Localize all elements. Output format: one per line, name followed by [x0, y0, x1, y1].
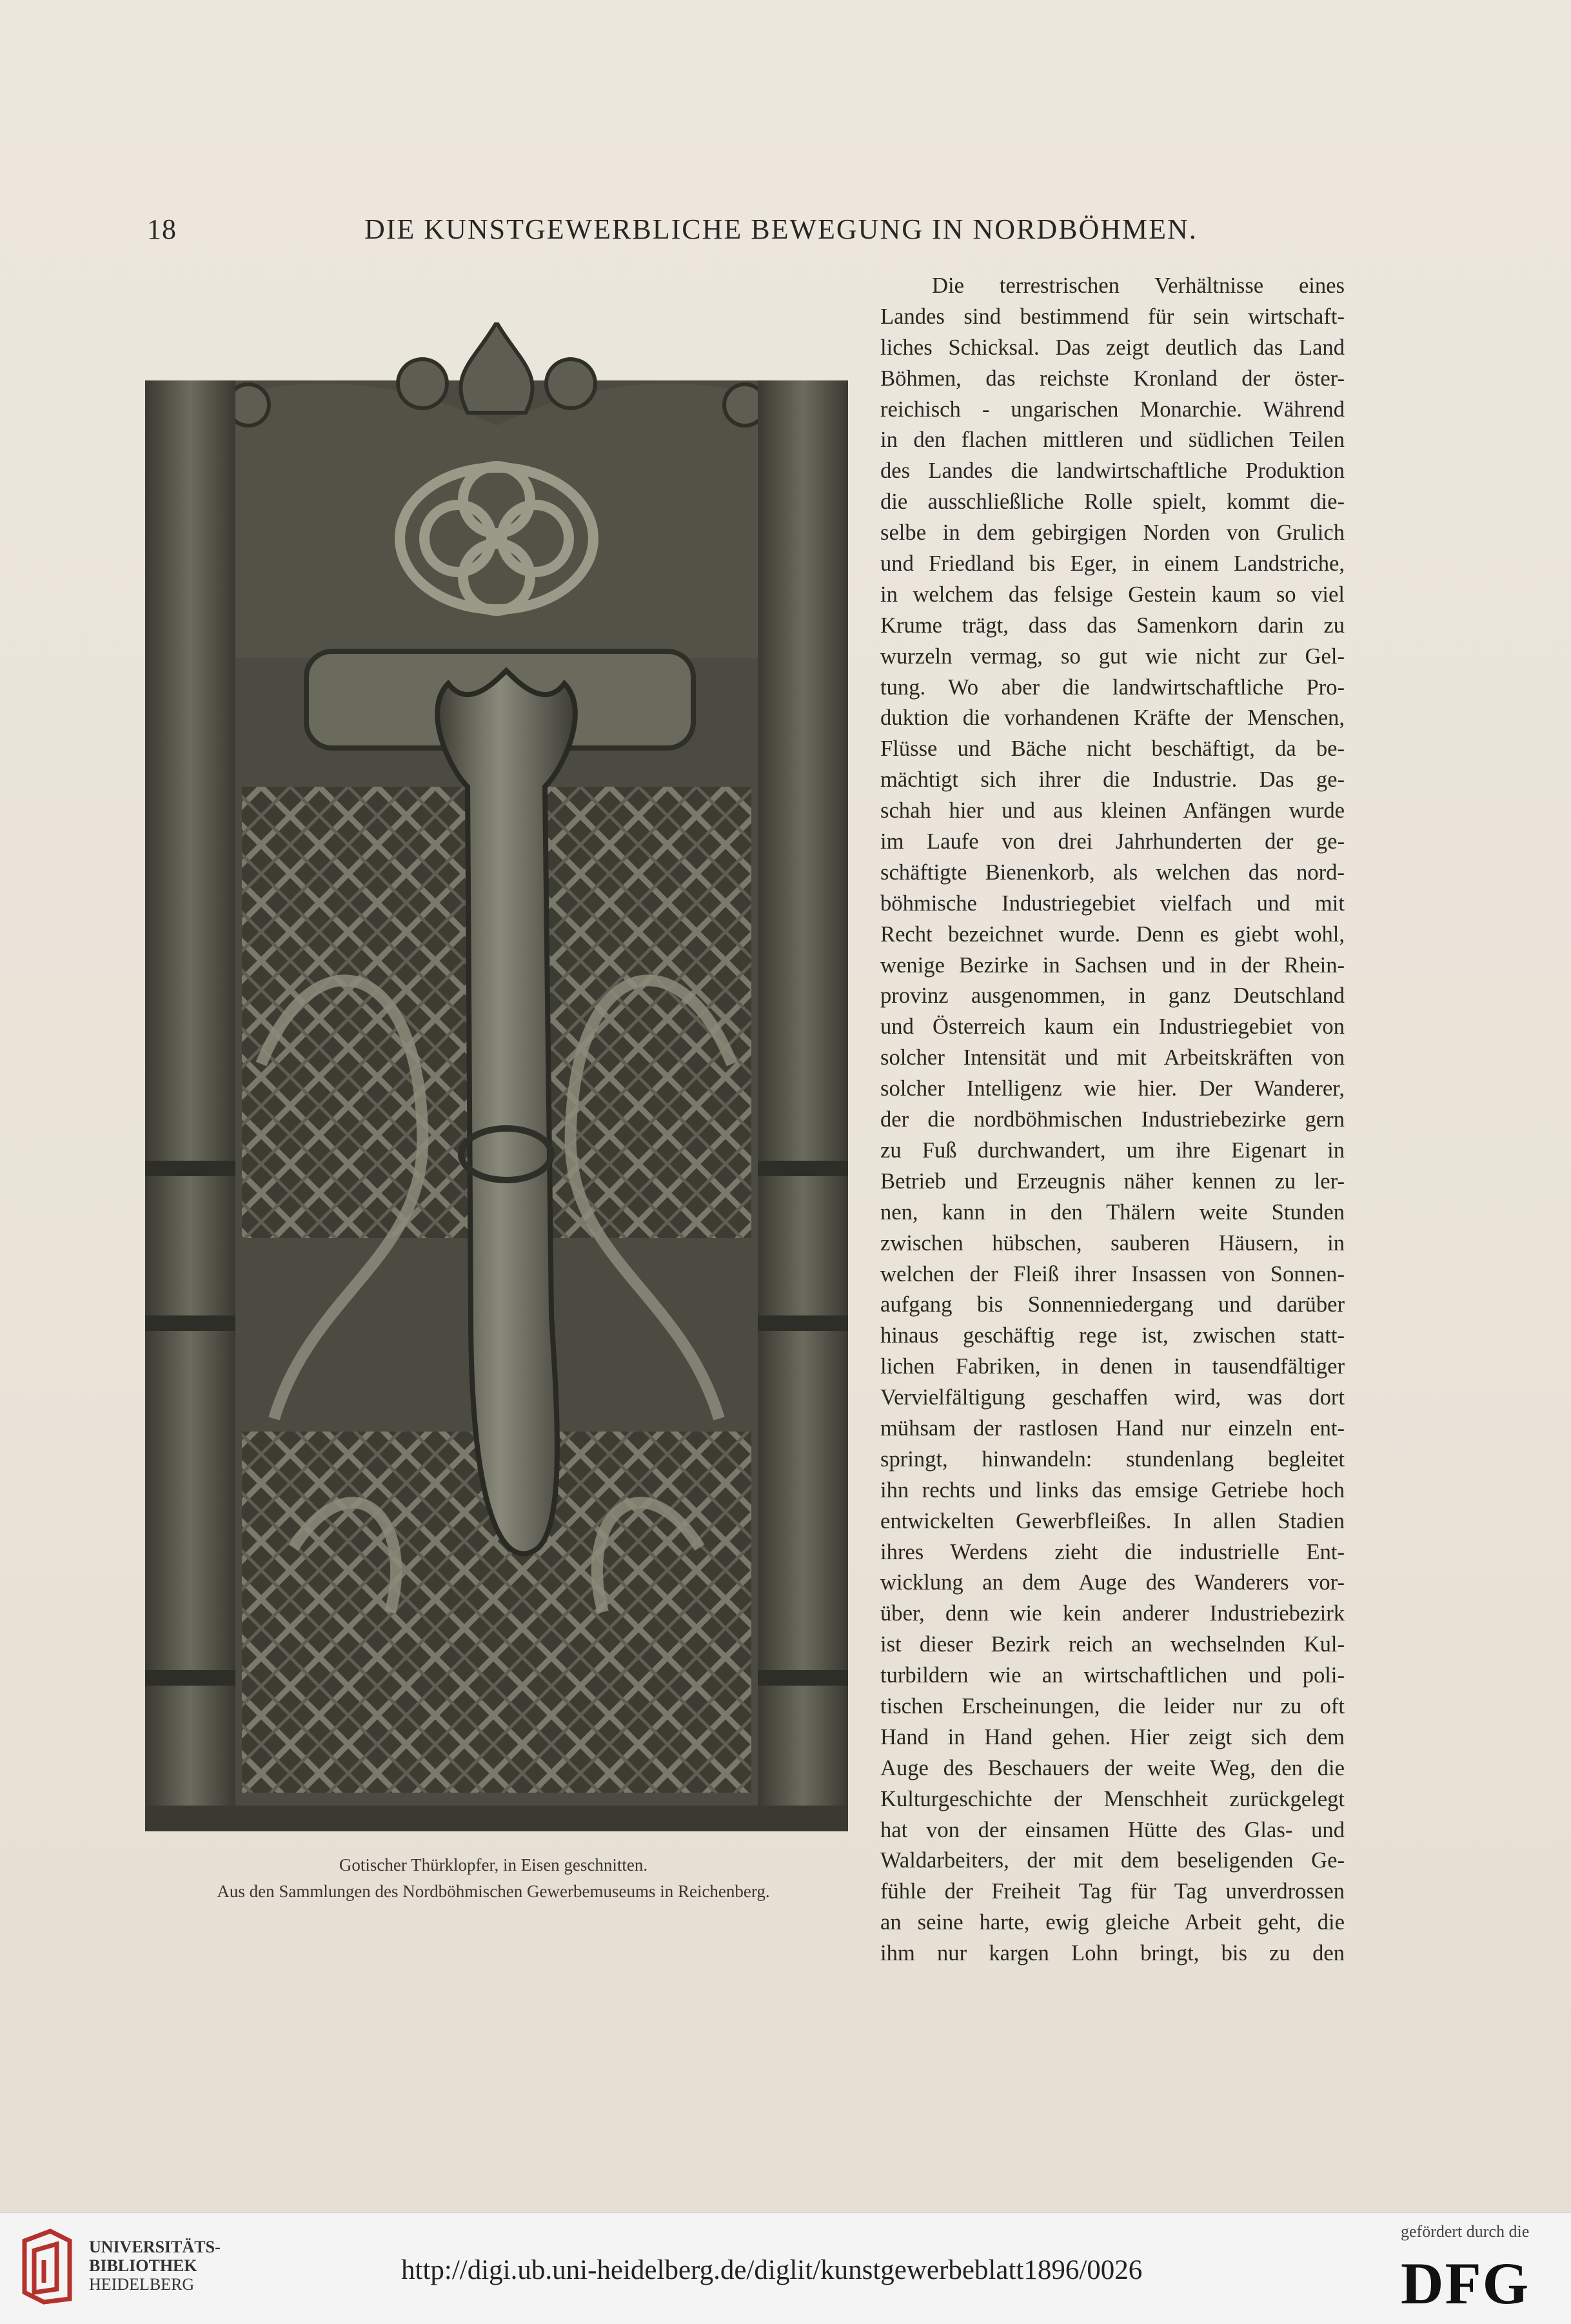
- figure-caption-title: Gotischer Thürklopfer, in Eisen geschnitten.: [339, 1855, 648, 1875]
- text-line: mühsam der rastlosen Hand nur einzeln ent-: [880, 1415, 1345, 1441]
- text-line: aufgang bis Sonnenniedergang und darüber: [880, 1292, 1345, 1317]
- text-line: solcher Intensität und mit Arbeitskräften von: [880, 1045, 1345, 1070]
- text-line: Waldarbeiters, der mit dem beseligenden Ge-: [880, 1848, 1345, 1873]
- text-line: Krume trägt, dass das Samenkorn darin zu: [880, 613, 1345, 638]
- text-line: hinaus geschäftig rege ist, zwischen statt-: [880, 1323, 1345, 1348]
- text-line: schäftigte Bienenkorb, als welchen das nord-: [880, 860, 1345, 885]
- text-line: duktion die vorhandenen Kräfte der Menschen,: [880, 705, 1345, 731]
- text-line: hat von der einsamen Hütte des Glas- und: [880, 1817, 1345, 1842]
- text-line: in welchem das felsige Gestein kaum so viel: [880, 582, 1345, 607]
- text-line: Vervielfältigung geschaffen wird, was dort: [880, 1385, 1345, 1410]
- text-line: Betrieb und Erzeugnis näher kennen zu ler-: [880, 1168, 1345, 1194]
- text-line: schah hier und aus kleinen Anfängen wurde: [880, 798, 1345, 823]
- text-line: tischen Erscheinungen, die leider nur zu oft: [880, 1693, 1345, 1718]
- library-name: [89, 2238, 221, 2294]
- text-line: des Landes die landwirtschaftliche Produktion: [880, 458, 1345, 484]
- text-line: solcher Intelligenz wie hier. Der Wanderer,: [880, 1076, 1345, 1101]
- text-line: Auge des Beschauers der weite Weg, den die: [880, 1755, 1345, 1780]
- text-line: der die nordböhmischen Industriebezirke gern: [880, 1107, 1345, 1132]
- text-line: lichen Fabriken, in denen in tausendfältiger: [880, 1354, 1345, 1379]
- text-line: Hand in Hand gehen. Hier zeigt sich dem: [880, 1724, 1345, 1749]
- text-line: in den flachen mittleren und südlichen Teilen: [880, 428, 1345, 453]
- text-line: böhmische Industriegebiet vielfach und mit: [880, 891, 1345, 916]
- library-name-line: HEIDELBERG: [89, 2275, 195, 2294]
- text-line: zwischen hübschen, sauberen Häusern, in: [880, 1230, 1345, 1256]
- text-line: Flüsse und Bäche nicht beschäftigt, da be-: [880, 736, 1345, 762]
- article-body: [880, 271, 1345, 1969]
- text-line: welchen der Fleiß ihrer Insassen von Sonnen-: [880, 1261, 1345, 1286]
- library-name-line: BIBLIOTHEK: [89, 2256, 197, 2275]
- figure-caption-source: Aus den Sammlungen des Nordböhmischen Gewerbemuseums in Reichenberg.: [217, 1882, 770, 1901]
- text-line: selbe in dem gebirgigen Norden von Grulich: [880, 520, 1345, 546]
- text-line: die ausschließliche Rolle spielt, kommt die-: [880, 489, 1345, 515]
- text-line: Landes sind bestimmend für sein wirtschaft-: [880, 304, 1345, 329]
- left-pilaster: [145, 380, 235, 1831]
- bottom-crenellation: [145, 1806, 848, 1831]
- text-line: provinz ausgenommen, in ganz Deutschland: [880, 983, 1345, 1009]
- page-number: 18: [147, 213, 177, 245]
- text-line: und Friedland bis Eger, in einem Landstriche,: [880, 551, 1345, 576]
- library-logo-icon[interactable]: [18, 2228, 76, 2305]
- dfg-logo[interactable]: DFG: [1401, 2250, 1530, 2316]
- library-name-line: UNIVERSITÄTS-: [89, 2238, 221, 2256]
- text-line: reichisch - ungarischen Monarchie. Während: [880, 397, 1345, 422]
- text-line: nen, kann in den Thälern weite Stunden: [880, 1199, 1345, 1225]
- text-line: entwickelten Gewerbfleißes. In allen Stadien: [880, 1508, 1345, 1533]
- text-line: Die terrestrischen Verhältnisse eines: [932, 273, 1345, 298]
- text-line: und Österreich kaum ein Industriegebiet von: [880, 1014, 1345, 1039]
- text-line: im Laufe von drei Jahrhunderten der ge-: [880, 829, 1345, 854]
- text-line: zu Fuß durchwandert, um ihre Eigenart in: [880, 1137, 1345, 1163]
- text-line: liches Schicksal. Das zeigt deutlich das Land: [880, 335, 1345, 360]
- text-line: wurzeln vermag, so gut wie nicht zur Gel-: [880, 644, 1345, 669]
- text-line: ihm nur kargen Lohn bringt, bis zu den: [880, 1941, 1345, 1966]
- permalink-url[interactable]: http://digi.ub.uni-heidelberg.de/diglit/kunstgewerbeblatt1896/0026: [401, 2255, 1143, 2285]
- text-line: über, denn wie kein anderer Industriebezirk: [880, 1601, 1345, 1626]
- text-line: fühle der Freiheit Tag für Tag unverdrossen: [880, 1879, 1345, 1904]
- running-title: DIE KUNSTGEWERBLICHE BEWEGUNG IN NORDBÖHMEN.: [364, 213, 1198, 245]
- text-line: turbildern wie an wirtschaftlichen und poli-: [880, 1663, 1345, 1688]
- text-line: an seine harte, ewig gleiche Arbeit geht, die: [880, 1910, 1345, 1935]
- text-line: ihres Werdens zieht die industrielle Ent-: [880, 1539, 1345, 1564]
- text-line: Böhmen, das reichste Kronland der öster-: [880, 366, 1345, 391]
- funding-label: gefördert durch die: [1401, 2222, 1530, 2241]
- text-line: ihn rechts und links das emsige Getriebe hoch: [880, 1477, 1345, 1502]
- text-line: mächtigt sich ihrer die Industrie. Das ge-: [880, 767, 1345, 793]
- text-line: wicklung an dem Auge des Wanderers vor-: [880, 1570, 1345, 1595]
- text-line: wenige Bezirke in Sachsen und in der Rhein-: [880, 952, 1345, 978]
- right-pilaster: [758, 380, 848, 1831]
- text-line: springt, hinwandeln: stundenlang begleitet: [880, 1446, 1345, 1472]
- door-knocker-illustration: [145, 322, 848, 1831]
- text-line: ist dieser Bezirk reich an wechselnden Kul-: [880, 1632, 1345, 1657]
- text-line: tung. Wo aber die landwirtschaftliche Pro-: [880, 675, 1345, 700]
- text-line: Kulturgeschichte der Menschheit zurückgelegt: [880, 1786, 1345, 1811]
- text-line: Recht bezeichnet wurde. Denn es giebt wohl,: [880, 921, 1345, 947]
